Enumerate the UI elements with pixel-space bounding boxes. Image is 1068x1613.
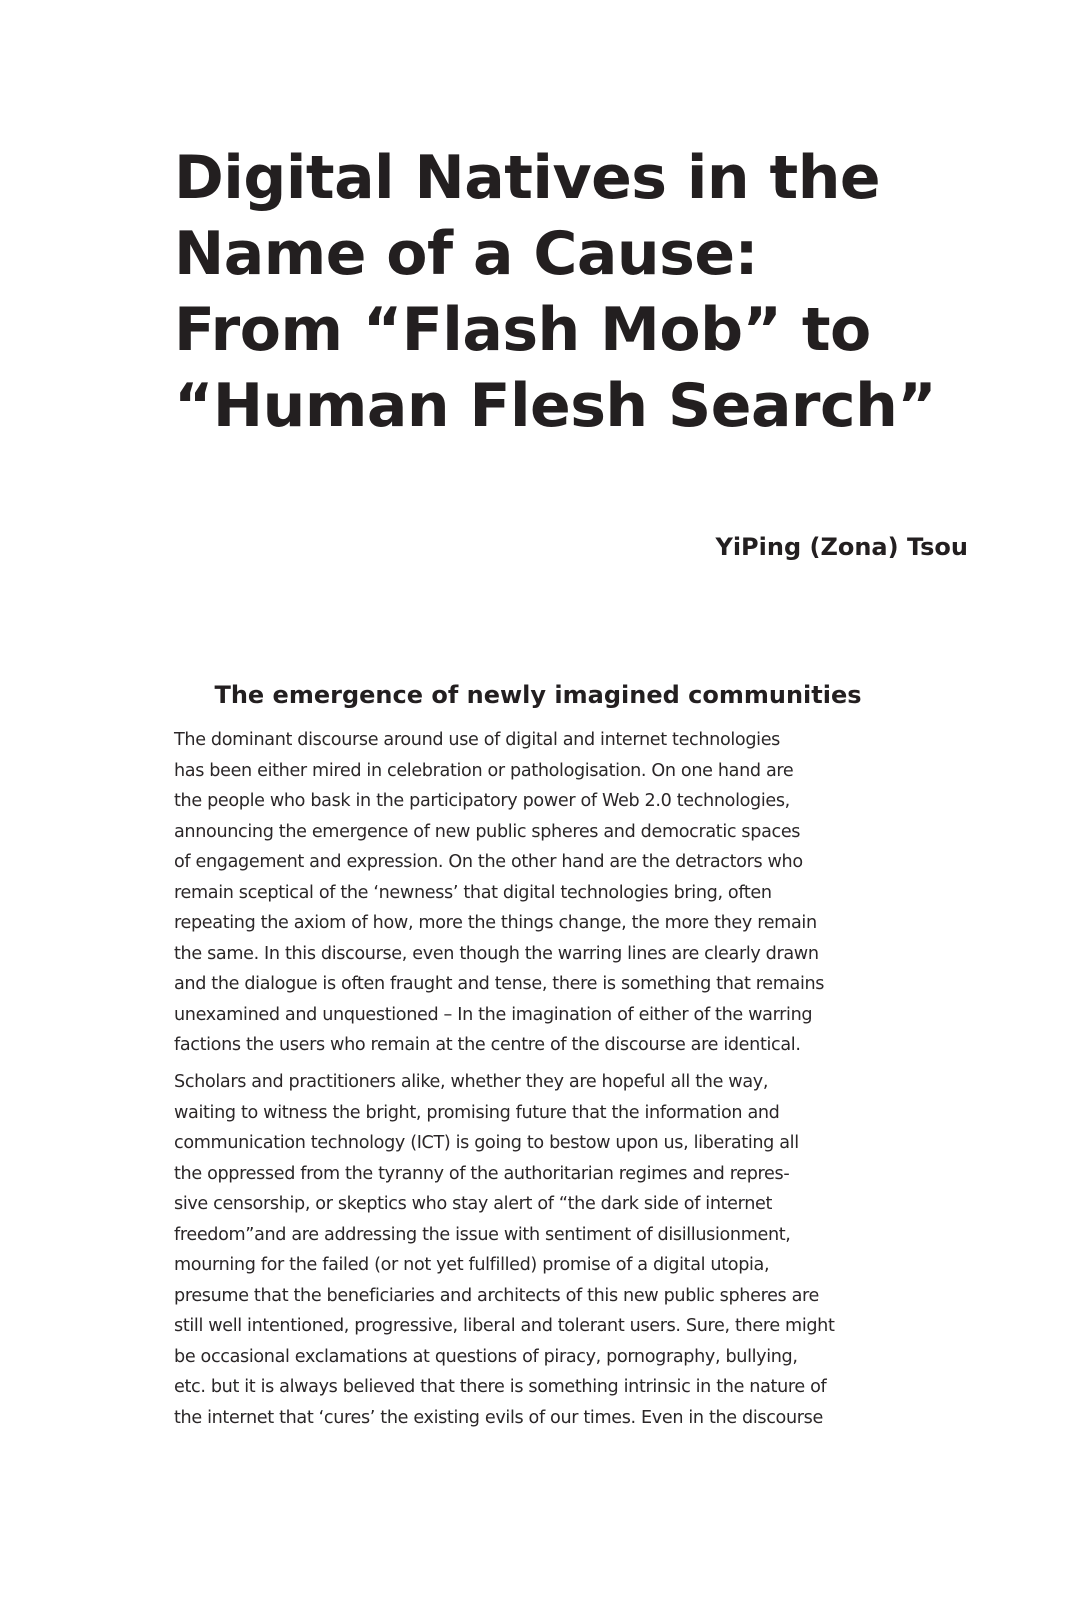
- text-line: has been either mired in celebration or pathologisation. On one hand are: [174, 760, 794, 781]
- text-line: Scholars and practitioners alike, whether they are hopeful all the way,: [174, 1072, 769, 1092]
- text-line: the internet that ‘cures’ the existing evils of our times. Even in the discourse: [174, 1407, 823, 1428]
- text-line: still well intentioned, progressive, liberal and tolerant users. Sure, there might: [174, 1316, 835, 1336]
- text-line: of engagement and expression. On the other hand are the detractors who: [174, 852, 803, 872]
- text-line: factions the users who remain at the centre of the discourse are identical.: [174, 1035, 801, 1055]
- body-paragraph: [174, 1067, 835, 1433]
- section-heading: The emergence of newly imagined communities: [214, 681, 862, 709]
- title-line: From “Flash Mob” to: [174, 295, 871, 365]
- text-line: presume that the beneficiaries and architects of this new public spheres are: [174, 1285, 820, 1306]
- text-line: sive censorship, or skeptics who stay alert of “the dark side of internet: [174, 1194, 773, 1214]
- text-line: announcing the emergence of new public spheres and democratic spaces: [174, 821, 801, 842]
- text-line: etc. but it is always believed that there is something intrinsic in the nature of: [174, 1377, 827, 1397]
- author-name: YiPing (Zona) Tsou: [715, 533, 968, 561]
- text-line: The dominant discourse around use of digital and internet technologies: [174, 730, 780, 750]
- text-line: waiting to witness the bright, promising future that the information and: [174, 1102, 780, 1123]
- body-paragraph: [174, 725, 824, 1061]
- text-line: and the dialogue is often fraught and tense, there is something that remains: [174, 974, 825, 994]
- text-line: be occasional exclamations at questions of piracy, pornography, bullying,: [174, 1346, 798, 1367]
- text-line: communication technology (ICT) is going to bestow upon us, liberating all: [174, 1133, 799, 1153]
- text-line: the people who bask in the participatory power of Web 2.0 technologies,: [174, 791, 790, 811]
- text-line: the same. In this discourse, even though the warring lines are clearly drawn: [174, 943, 819, 964]
- title-line: “Human Flesh Search”: [174, 371, 937, 441]
- text-line: freedom”and are addressing the issue with sentiment of disillusionment,: [174, 1224, 791, 1245]
- text-line: repeating the axiom of how, more the things change, the more they remain: [174, 913, 817, 933]
- text-line: mourning for the failed (or not yet fulfilled) promise of a digital utopia,: [174, 1255, 770, 1275]
- text-line: unexamined and unquestioned – In the imagination of either of the warring: [174, 1004, 813, 1025]
- text-line: the oppressed from the tyranny of the authoritarian regimes and repres-: [174, 1163, 790, 1184]
- article-title: [174, 140, 974, 444]
- title-line: Name of a Cause:: [174, 219, 759, 289]
- text-line: remain sceptical of the ‘newness’ that digital technologies bring, often: [174, 882, 772, 903]
- title-line: Digital Natives in the: [174, 143, 881, 213]
